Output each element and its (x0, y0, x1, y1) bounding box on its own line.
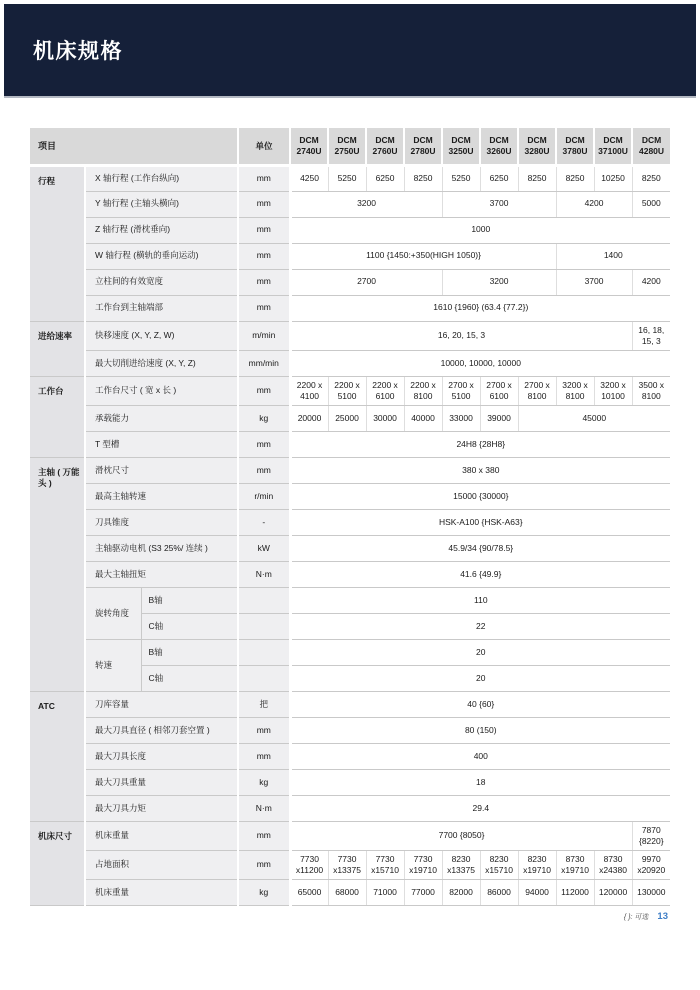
row-label: 占地面积 (85, 850, 238, 879)
spec-value: 2200 x 5100 (328, 376, 366, 405)
row-label: 承载能力 (85, 405, 238, 431)
spec-row (30, 191, 670, 217)
row-label: X 轴行程 (工作台纵向) (85, 165, 238, 191)
row-unit: mm (238, 269, 290, 295)
spec-value: 18 (290, 769, 670, 795)
row-label: 立柱间的有效宽度 (85, 269, 238, 295)
spec-value: 5000 (632, 191, 670, 217)
spec-value: 2200 x 6100 (366, 376, 404, 405)
spec-row (30, 509, 670, 535)
row-label: 机床重量 (85, 821, 238, 850)
row-unit: kW (238, 535, 290, 561)
row-label: 滑枕尺寸 (85, 457, 238, 483)
spec-value: 7730 x19710 (404, 850, 442, 879)
row-unit: mm (238, 743, 290, 769)
section-name: 工作台 (30, 376, 85, 457)
spec-value: 2200 x 4100 (290, 376, 328, 405)
model-brand: DCM (299, 134, 319, 145)
spec-value: 80 (150) (290, 717, 670, 743)
spec-value: 9970 x20920 (632, 850, 670, 879)
spec-value: 5250 (442, 165, 480, 191)
model-name: 3780U (562, 145, 588, 156)
row-label: Z 轴行程 (滑枕垂向) (85, 217, 238, 243)
spec-value: 16, 18, 15, 3 (632, 321, 670, 350)
spec-value: 110 (290, 587, 670, 613)
spec-value: 7870 {8220} (632, 821, 670, 850)
spec-value: 16, 20, 15, 3 (290, 321, 632, 350)
column-header-item: 项目 (30, 128, 238, 165)
spec-value: 1610 {1960} (63.4 {77.2}) (290, 295, 670, 321)
spec-row (30, 795, 670, 821)
spec-value: 380 x 380 (290, 457, 670, 483)
row-unit: N·m (238, 561, 290, 587)
spec-value: 4200 (556, 191, 632, 217)
model-name: 3260U (486, 145, 512, 156)
spec-row (30, 295, 670, 321)
model-name: 4280U (639, 145, 665, 156)
spec-value: 6250 (366, 165, 404, 191)
spec-value: 3500 x 8100 (632, 376, 670, 405)
spec-row (30, 821, 670, 850)
row-label: 工作台尺寸 ( 宽 x 长 ) (85, 376, 238, 405)
section-name: 机床尺寸 (30, 821, 85, 905)
spec-value: 1400 (556, 243, 670, 269)
row-unit: mm (238, 457, 290, 483)
spec-value: 24H8 {28H8} (290, 431, 670, 457)
spec-row (30, 483, 670, 509)
model-brand: DCM (337, 134, 357, 145)
spec-row (30, 431, 670, 457)
row-label: 机床重量 (85, 879, 238, 905)
model-brand: DCM (489, 134, 509, 145)
page-title: 机床规格 (33, 40, 123, 63)
row-unit: mm (238, 243, 290, 269)
spec-value: 8230 x15710 (480, 850, 518, 879)
row-unit (238, 639, 290, 665)
spec-row (30, 639, 670, 665)
row-unit: mm (238, 295, 290, 321)
spec-value: 2700 x 8100 (518, 376, 556, 405)
spec-row (30, 850, 670, 879)
row-label: 最大刀具直径 ( 相邻刀套空置 ) (85, 717, 238, 743)
spec-value: 3200 (290, 191, 442, 217)
spec-value: 4250 (290, 165, 328, 191)
model-brand: DCM (565, 134, 585, 145)
column-header-model (556, 128, 594, 165)
spec-value: 29.4 (290, 795, 670, 821)
model-brand: DCM (527, 134, 547, 145)
row-unit (238, 613, 290, 639)
spec-value: 8730 x19710 (556, 850, 594, 879)
spec-row (30, 405, 670, 431)
row-unit: 把 (238, 691, 290, 717)
spec-row (30, 587, 670, 613)
row-label: 最大切削进给速度 (X, Y, Z) (85, 350, 238, 376)
model-name: 3280U (524, 145, 550, 156)
model-brand: DCM (641, 134, 662, 145)
model-brand: DCM (413, 134, 433, 145)
row-label: 主轴驱动电机 (S3 25%/ 连续 ) (85, 535, 238, 561)
row-unit (238, 587, 290, 613)
row-unit: r/min (238, 483, 290, 509)
column-header-model (594, 128, 632, 165)
spec-value: 15000 {30000} (290, 483, 670, 509)
spec-value: 33000 (442, 405, 480, 431)
table-header-row (30, 128, 670, 165)
spec-row (30, 691, 670, 717)
spec-value: 3700 (442, 191, 556, 217)
column-header-model (290, 128, 328, 165)
page-footer (30, 911, 670, 922)
spec-row (30, 217, 670, 243)
spec-value: 20 (290, 639, 670, 665)
spec-value: 6250 (480, 165, 518, 191)
row-label: 工作台到主轴端部 (85, 295, 238, 321)
section-name: 进给速率 (30, 321, 85, 376)
model-name: 2760U (372, 145, 398, 156)
row-label: 最大刀具长度 (85, 743, 238, 769)
footnote-optional-legend: { }: 可选 (623, 913, 649, 921)
row-label: 刀库容量 (85, 691, 238, 717)
model-brand: DCM (375, 134, 395, 145)
spec-value: HSK-A100 {HSK-A63} (290, 509, 670, 535)
spec-value: 3200 x 8100 (556, 376, 594, 405)
spec-value: 30000 (366, 405, 404, 431)
row-label: 最大主轴扭矩 (85, 561, 238, 587)
column-header-model (518, 128, 556, 165)
spec-row (30, 321, 670, 350)
row-group-label: 转速 (85, 639, 141, 691)
spec-value: 39000 (480, 405, 518, 431)
spec-value: 3700 (556, 269, 632, 295)
spec-value: 40 {60} (290, 691, 670, 717)
spec-value: 8730 x24380 (594, 850, 632, 879)
spec-table (30, 128, 670, 906)
spec-value: 2700 (290, 269, 442, 295)
spec-value: 25000 (328, 405, 366, 431)
spec-value: 5250 (328, 165, 366, 191)
column-header-unit: 单位 (238, 128, 290, 165)
row-unit: mm (238, 191, 290, 217)
spec-value: 45.9/34 {90/78.5} (290, 535, 670, 561)
model-name: 3250U (448, 145, 474, 156)
spec-value: 1000 (290, 217, 670, 243)
spec-value: 2700 x 5100 (442, 376, 480, 405)
spec-value: 112000 (556, 879, 594, 905)
page-header (4, 4, 696, 98)
spec-value: 3200 (442, 269, 556, 295)
section-name: ATC (30, 691, 85, 821)
column-header-model (404, 128, 442, 165)
spec-value: 68000 (328, 879, 366, 905)
spec-value: 8250 (556, 165, 594, 191)
spec-value: 22 (290, 613, 670, 639)
row-label: 最大刀具力矩 (85, 795, 238, 821)
spec-row (30, 879, 670, 905)
section-name: 主轴 ( 万能头 ) (30, 457, 85, 691)
spec-row (30, 561, 670, 587)
spec-row (30, 269, 670, 295)
row-label: 最大刀具重量 (85, 769, 238, 795)
row-unit: mm (238, 431, 290, 457)
spec-value: 20 (290, 665, 670, 691)
spec-value: 7730 x15710 (366, 850, 404, 879)
row-unit: N·m (238, 795, 290, 821)
spec-value: 41.6 {49.9} (290, 561, 670, 587)
spec-value: 2200 x 8100 (404, 376, 442, 405)
column-header-model (632, 128, 670, 165)
model-name: 2780U (410, 145, 436, 156)
spec-value: 4200 (632, 269, 670, 295)
spec-row (30, 717, 670, 743)
spec-row (30, 243, 670, 269)
row-label: T 型槽 (85, 431, 238, 457)
row-unit: kg (238, 769, 290, 795)
row-unit: kg (238, 879, 290, 905)
spec-value: 7700 {8050} (290, 821, 632, 850)
row-unit: mm (238, 376, 290, 405)
spec-value: 120000 (594, 879, 632, 905)
spec-value: 10000, 10000, 10000 (290, 350, 670, 376)
spec-value: 400 (290, 743, 670, 769)
row-unit: mm (238, 217, 290, 243)
spec-value: 8250 (518, 165, 556, 191)
row-label: 最高主轴转速 (85, 483, 238, 509)
row-unit: mm (238, 717, 290, 743)
spec-value: 3200 x 10100 (594, 376, 632, 405)
row-sub-label: C轴 (141, 665, 238, 691)
spec-value: 86000 (480, 879, 518, 905)
model-brand: DCM (603, 134, 623, 145)
spec-value: 10250 (594, 165, 632, 191)
spec-value: 94000 (518, 879, 556, 905)
page-number: 13 (657, 910, 668, 922)
section-name: 行程 (30, 165, 85, 321)
row-unit: mm (238, 165, 290, 191)
column-header-model (328, 128, 366, 165)
row-group-label: 旋转角度 (85, 587, 141, 639)
spec-row (30, 535, 670, 561)
spec-value: 77000 (404, 879, 442, 905)
spec-value: 65000 (290, 879, 328, 905)
row-unit: mm (238, 821, 290, 850)
row-label: 快移速度 (X, Y, Z, W) (85, 321, 238, 350)
row-unit (238, 665, 290, 691)
row-unit: mm (238, 850, 290, 879)
row-unit: kg (238, 405, 290, 431)
row-sub-label: C轴 (141, 613, 238, 639)
row-label: Y 轴行程 (主轴头横向) (85, 191, 238, 217)
row-label: W 轴行程 (横轨的垂向运动) (85, 243, 238, 269)
spec-value: 45000 (518, 405, 670, 431)
spec-row (30, 769, 670, 795)
row-unit: - (238, 509, 290, 535)
spec-value: 7730 x11200 (290, 850, 328, 879)
row-unit: m/min (238, 321, 290, 350)
model-name: 37100U (598, 145, 628, 156)
spec-value: 130000 (632, 879, 670, 905)
spec-value: 2700 x 6100 (480, 376, 518, 405)
column-header-model (442, 128, 480, 165)
spec-value: 40000 (404, 405, 442, 431)
spec-value: 1100 {1450:+350(HIGH 1050)} (290, 243, 556, 269)
model-brand: DCM (451, 134, 471, 145)
column-header-model (366, 128, 404, 165)
spec-value: 8250 (404, 165, 442, 191)
spec-value: 8250 (632, 165, 670, 191)
spec-row (30, 350, 670, 376)
spec-value: 7730 x13375 (328, 850, 366, 879)
spec-row (30, 376, 670, 405)
model-name: 2740U (296, 145, 322, 156)
spec-row (30, 743, 670, 769)
spec-row (30, 457, 670, 483)
spec-value: 20000 (290, 405, 328, 431)
spec-row (30, 165, 670, 191)
spec-value: 8230 x13375 (442, 850, 480, 879)
spec-table-container (30, 128, 670, 922)
column-header-model (480, 128, 518, 165)
row-sub-label: B轴 (141, 587, 238, 613)
row-sub-label: B轴 (141, 639, 238, 665)
spec-value: 71000 (366, 879, 404, 905)
model-name: 2750U (334, 145, 360, 156)
row-unit: mm/min (238, 350, 290, 376)
spec-value: 8230 x19710 (518, 850, 556, 879)
row-label: 刀具锥度 (85, 509, 238, 535)
spec-value: 82000 (442, 879, 480, 905)
